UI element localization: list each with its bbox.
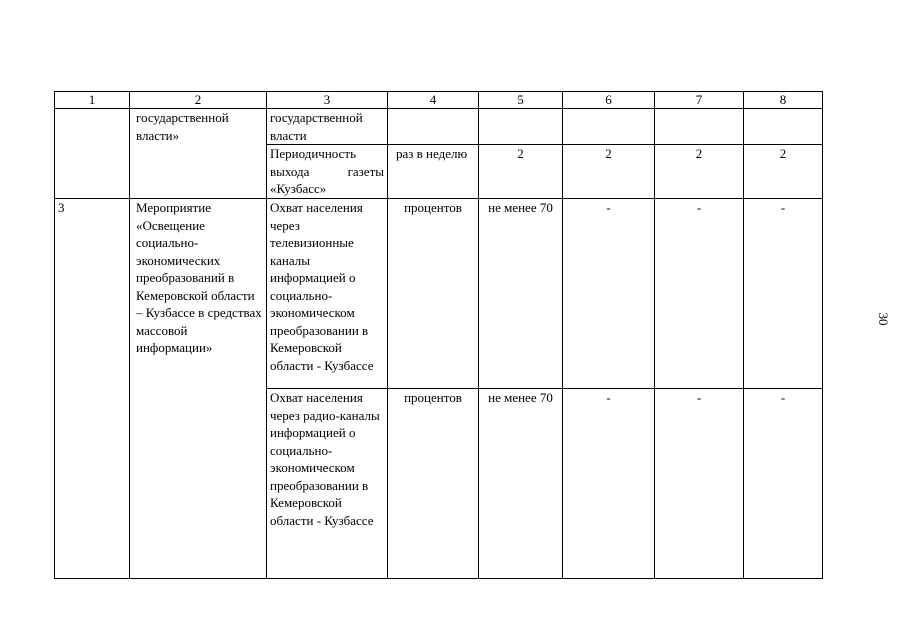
indicator-radio: Охват населения через радио-каналы информацией о социально-экономическом преобразовании в Кемеровской области - Кузбассе bbox=[267, 389, 388, 579]
header-cell: 6 bbox=[563, 92, 655, 109]
empty-cell bbox=[388, 109, 479, 145]
header-cell: 4 bbox=[388, 92, 479, 109]
header-cell: 1 bbox=[55, 92, 130, 109]
header-cell: 3 bbox=[267, 92, 388, 109]
header-cell: 7 bbox=[655, 92, 744, 109]
indicator-periodicity: Периодичность выхода газеты «Кузбасс» bbox=[267, 145, 388, 199]
value-cell: - bbox=[655, 389, 744, 579]
value-cell: - bbox=[563, 389, 655, 579]
unit-cell: процентов bbox=[388, 389, 479, 579]
value-cell: не менее 70 bbox=[479, 389, 563, 579]
value-cell: 2 bbox=[655, 145, 744, 199]
event-name: Мероприятие «Освещение социально-экономических преобразований в Кемеровской области – Кузбассе в средствах массовой информации» bbox=[130, 199, 267, 579]
table-header-row bbox=[55, 92, 823, 109]
header-cell: 2 bbox=[130, 92, 267, 109]
value-cell: 2 bbox=[563, 145, 655, 199]
empty-cell bbox=[479, 109, 563, 145]
value-cell: 2 bbox=[744, 145, 823, 199]
empty-cell bbox=[655, 109, 744, 145]
value-cell: - bbox=[744, 389, 823, 579]
unit-cell: раз в неделю bbox=[388, 145, 479, 199]
header-cell: 8 bbox=[744, 92, 823, 109]
value-cell: - bbox=[563, 199, 655, 389]
page-number: 30 bbox=[876, 312, 891, 326]
table-row bbox=[55, 109, 823, 145]
indicator-tv: Охват населения через телевизионные каналы информацией о социально-экономическом преобразовании в Кемеровской области - Кузбассе bbox=[267, 199, 388, 389]
empty-cell bbox=[744, 109, 823, 145]
header-cell: 5 bbox=[479, 92, 563, 109]
indicators-table bbox=[54, 91, 823, 579]
empty-cell bbox=[563, 109, 655, 145]
unit-cell: процентов bbox=[388, 199, 479, 389]
indicator-continuation: государственной власти bbox=[267, 109, 388, 145]
row-number: 3 bbox=[55, 199, 130, 579]
value-cell: - bbox=[655, 199, 744, 389]
table-row bbox=[55, 199, 823, 389]
value-cell: не менее 70 bbox=[479, 199, 563, 389]
value-cell: 2 bbox=[479, 145, 563, 199]
event-name-continuation: государственной власти» bbox=[130, 109, 267, 199]
value-cell: - bbox=[744, 199, 823, 389]
empty-cell bbox=[55, 109, 130, 199]
